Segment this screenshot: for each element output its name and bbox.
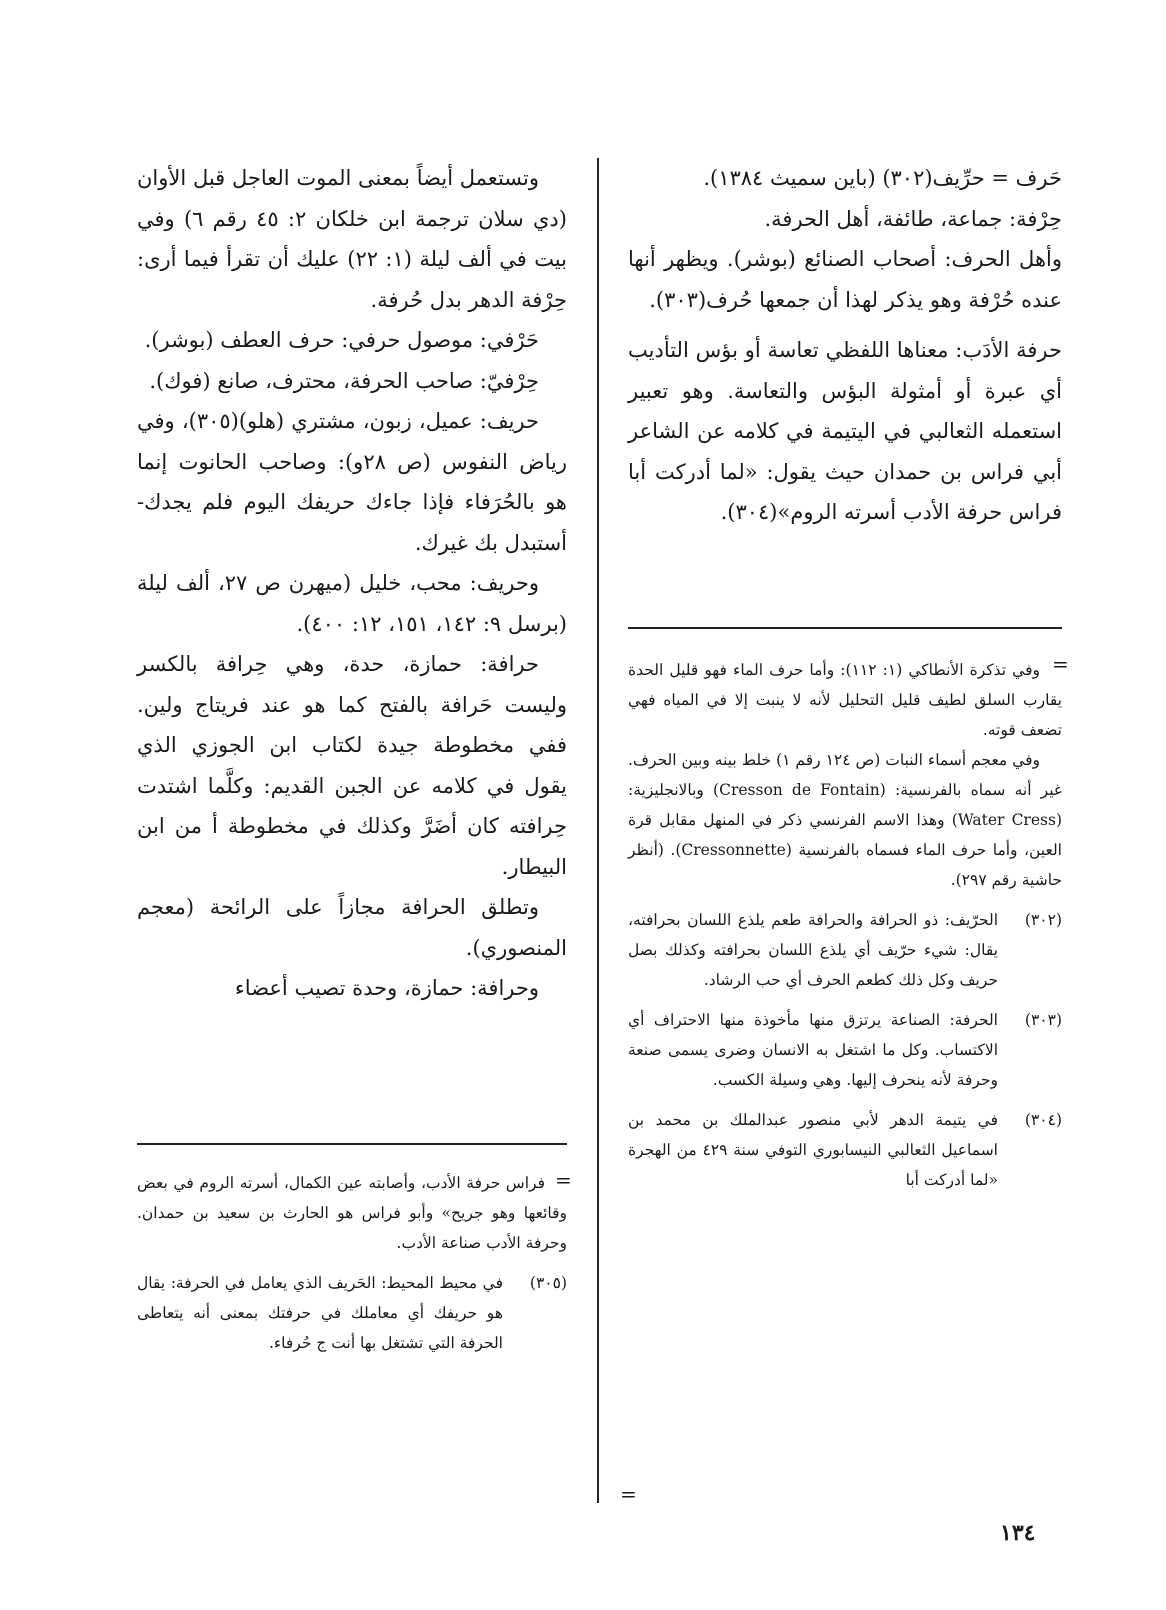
footnote-303 — [628, 1005, 1062, 1095]
entry-hirfat-al-adab: حرفة الأدَب: معناها اللفظي تعاسة أو بؤس التأديب أي عبرة أو أمثولة البؤس والتعاسة. وهو تعبير استعمله الثعالبي في اليتيمة في كلامه عن الشاعر أبي فراس بن حمدان حيث يقول: «لما أدركت أبا فراس حرفة الأدب أسرته الروم»(٣٠٤). — [628, 338, 1062, 524]
right-column-text — [628, 158, 1062, 533]
footnote-continuation: فراس حرفة الأدب، وأصابته عين الكمال، أسرته الروم في بعض وقائعها وهو جريح» وأبو فراس هو الحارث بن سعيد بن حمدان. وحرفة الأدب صناعة الأدب. — [137, 1174, 567, 1252]
footnote-text: في يتيمة الدهر لأبي منصور عبدالملك بن محمد بن اسماعيل الثعالبي النيسابوري التوفي سنة ٤٢٩ من الهجرة «لما أدركت أبا — [628, 1111, 998, 1189]
entry-ahl-al-hiraf: وأهل الحرف: أصحاب الصنائع (بوشر). ويظهر أنها عنده حُرْفة وهو يذكر لهذا أن جمعها حُرف(٣٠٣). — [628, 247, 1062, 312]
entry-harafa: حرافة: حمازة، حدة، وهي حِرافة بالكسر وليست حَرافة بالفتح كما هو عند فريتاج ولين. ففي مخطوطة جيدة لكتاب ابن الجوزي الذي يقول في كلامه عن الجبن القديم: وكلَّما اشتدت حِرافته كان أضَرَّ وكذلك في مخطوطة أ من ابن البيطار. — [137, 652, 567, 879]
footnote-305 — [137, 1268, 567, 1358]
footnote-number: (٣٠٥) — [529, 1274, 567, 1292]
footnote-text: في محيط المحيط: الحَريف الذي يعامل في الحرفة: يقال هو حريفك أي معاملك في حرفتك بمعنى أنه يتعاطى الحرفة التي تشتغل بها أنت ج حُرفاء. — [137, 1274, 503, 1352]
entry-harafa-smell: وتطلق الحرافة مجازاً على الرائحة (معجم المنصوري). — [137, 895, 567, 960]
entry-harafa-2: وحرافة: حمازة، وحدة تصيب أعضاء — [234, 976, 539, 1000]
entry-hirfa: حِرْفة: جماعة، طائفة، أهل الحرفة. — [764, 206, 1062, 231]
left-footnotes — [137, 1168, 567, 1358]
right-footnote-divider — [628, 627, 1062, 629]
entry-harif-friend: وحريف: محب، خليل (ميهرن ص ٢٧، ألف ليلة (برسل ٩: ١٤٢، ١٥١، ١٢: ٤٠٠). — [137, 571, 567, 636]
entry-harf: حَرف = حرِّيف(٣٠٢) (باين سميث ١٣٨٤). — [703, 166, 1062, 190]
left-column-text — [137, 158, 567, 1009]
continuation-marker: = — [1052, 652, 1069, 676]
column-separator — [597, 158, 599, 1503]
footnote-302 — [628, 905, 1062, 995]
footnote-continuation: وفي تذكرة الأنطاكي (١: ١١٢): وأما حرف الماء فهو قليل الحدة يقارب السلق لطيف قليل التحليل لأنه لا ينبت إلا في المياه فهي تضعف قوته. — [628, 661, 1062, 739]
continuation-end-marker: = — [620, 1482, 637, 1506]
page-number: ١٣٤ — [1000, 1520, 1036, 1546]
footnote-304 — [628, 1105, 1062, 1195]
entry-harfi: حَرْفي: موصول حرفي: حرف العطف (بوشر). — [144, 328, 539, 352]
footnote-number: (٣٠٢) — [1024, 911, 1062, 929]
continuation-marker: = — [555, 1168, 572, 1192]
footnote-continuation: وفي معجم أسماء النبات (ص ١٢٤ رقم ١) خلط بينه وبين الحرف. غير أنه سماه بالفرنسية: (Cresson de Fontain) وبالانجليزية: (Water Cress) وهذا الاسم الفرنسي ذكر في المنهل مقابل قرة العين، وأما حرف الماء فسماه بالفرنسية (Cressonnette). (أنظر حاشية رقم ٢٩٧). — [628, 751, 1062, 889]
footnote-number: (٣٠٣) — [1024, 1011, 1062, 1029]
entry-harif: حريف: عميل، زبون، مشتري (هلو)(٣٠٥)، وفي رياض النفوس (ص ٢٨و): وصاحب الحانوت إنما هو بالحُرَفاء فإذا جاءك حريفك اليوم فلم يجدك-أستبدل بك غيرك. — [137, 409, 567, 555]
footnote-number: (٣٠٤) — [1024, 1111, 1062, 1129]
footnote-text: الحرفة: الصناعة يرتزق منها مأخوذة منها الاحتراف أي الاكتساب. وكل ما اشتغل به الانسان وضرى يسمى صنعة وحرفة لأنه ينحرف إليها. وهي وسيلة الكسب. — [628, 1011, 998, 1089]
left-footnote-divider — [137, 1143, 567, 1145]
entry-hirfi: حِرْفيّ: صاحب الحرفة، محترف، صانع (فوك). — [149, 368, 539, 393]
footnote-text: الحرّيف: ذو الحرافة والحرافة طعم يلذع اللسان بحرافته، يقال: شيء حرّيف أي يلذع اللسان بحرافته وكذلك بصل حريف وكل ذلك كطعم الحرف أي حب الرشاد. — [628, 911, 998, 989]
right-footnotes — [628, 655, 1062, 1195]
entry-usage: وتستعمل أيضاً بمعنى الموت العاجل قبل الأوان (دي سلان ترجمة ابن خلكان ٢: ٤٥ رقم ٦) وفي بيت في ألف ليلة (١: ٢٢) عليك أن تقرأ فيما أرى: حِرْفة الدهر بدل حُرفة. — [137, 166, 567, 312]
